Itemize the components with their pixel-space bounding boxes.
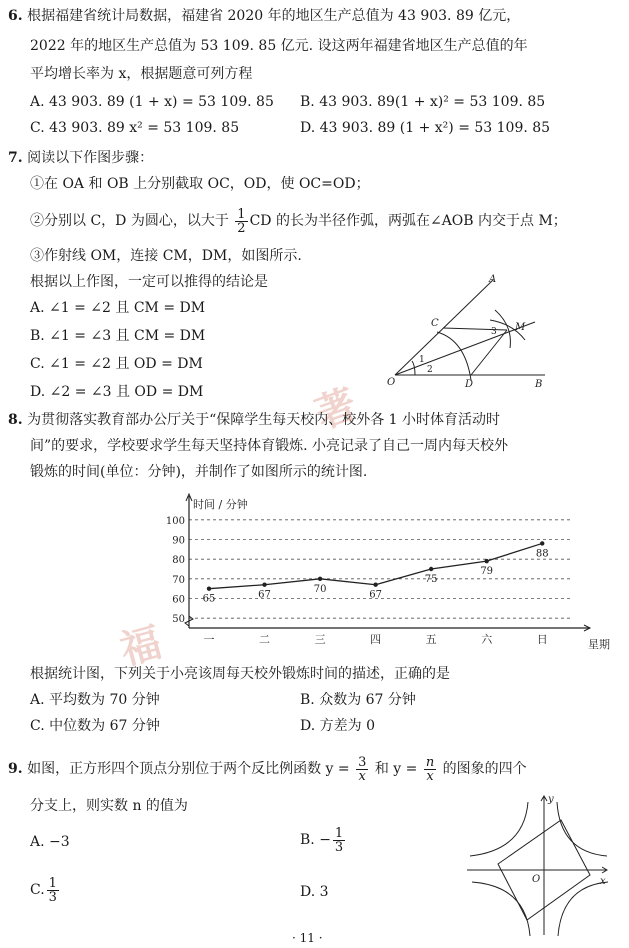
q8-line-chart <box>155 488 615 653</box>
q6-option-d[interactable]: D. 43 903. 89 (1 + x²) = 53 109. 85 <box>300 120 551 136</box>
q6-stem-line-2: 2022 年的地区生产总值为 53 109. 85 亿元. 设这两年福建省地区生产总值的年 <box>30 38 528 54</box>
data-label: 75 <box>424 574 438 585</box>
q7-step-1: ①在 OA 和 OB 上分别截取 OC，OD，使 OC=OD； <box>30 176 370 192</box>
origin-label: O <box>532 874 541 885</box>
hyperbola-branch-q2 <box>470 802 528 856</box>
q8-stem-line-2: 间”的要求，学校要求学生每天坚持体育锻炼. 小亮记录了自己一周内每天校外 <box>30 438 509 454</box>
x-tick-label: 日 <box>536 633 548 646</box>
data-point <box>318 577 322 581</box>
q9-option-b-denominator: 3 <box>334 839 344 855</box>
q7-option-d[interactable]: D. ∠2 = ∠3 且 OD = DM <box>30 384 204 400</box>
q7-half-denominator: 2 <box>237 220 246 236</box>
q9-option-b-fraction <box>333 827 345 854</box>
y-tick-label: 80 <box>172 555 185 567</box>
y-tick-label: 90 <box>172 535 185 547</box>
label-a: A <box>489 274 497 285</box>
label-b: B <box>535 379 543 390</box>
q9-f2-denominator: x <box>426 768 434 784</box>
data-label: 67 <box>369 589 382 601</box>
segment-cm <box>443 328 507 330</box>
hyperbola-branch-q1 <box>557 802 607 856</box>
data-label: 79 <box>480 566 494 578</box>
x-tick-label: 二 <box>259 633 271 646</box>
q8-option-a[interactable]: A. 平均数为 70 分钟 <box>30 692 160 708</box>
q7-number: 7. <box>8 150 23 166</box>
label-c: C <box>431 318 439 329</box>
q7-angle-bisector-figure <box>385 270 565 400</box>
x-tick-label: 四 <box>370 633 382 646</box>
q8-option-c[interactable]: C. 中位数为 67 分钟 <box>30 718 160 734</box>
q9-number: 9. <box>8 761 23 777</box>
q6-stem-1: 根据福建省统计局数据，福建省 2020 年的地区生产总值为 43 903. 89 亿元， <box>27 8 521 24</box>
label-o: O <box>387 377 396 388</box>
q9-stem-part-b: 和 y = <box>374 761 418 777</box>
q9-option-b-numerator: 1 <box>334 825 344 841</box>
x-tick-label: 一 <box>203 633 215 646</box>
q7-step-2 <box>30 206 567 236</box>
q6-stem-line-3: 平均增长率为 x，根据题意可列方程 <box>30 66 253 82</box>
q9-option-b[interactable] <box>300 822 347 858</box>
y-tick-label: 60 <box>172 594 185 606</box>
label-m: M <box>515 322 526 333</box>
q7-option-a[interactable]: A. ∠1 = ∠2 且 CM = DM <box>30 300 206 316</box>
q9-f1-denominator: x <box>358 768 366 784</box>
data-point <box>429 567 433 571</box>
q7-step-2-part-b: CD 的长为半径作弧，两弧在∠AOB 内交于点 M； <box>249 213 567 229</box>
angle-label-1: 1 <box>419 355 425 365</box>
q9-option-c-denominator: 3 <box>48 889 57 905</box>
q9-option-d[interactable]: D. 3 <box>300 884 329 900</box>
q9-option-c-prefix: C. <box>30 882 45 898</box>
q9-option-a[interactable]: A. −3 <box>30 834 70 850</box>
q7-option-b[interactable]: B. ∠1 = ∠3 且 CM = DM <box>30 328 206 344</box>
y-axis-label: 时间 / 分钟 <box>193 498 248 511</box>
data-point <box>484 559 488 563</box>
axis-label-x: x <box>600 876 606 887</box>
data-point <box>373 583 377 587</box>
y-tick-label: 100 <box>165 515 185 527</box>
q7-step-2-part-a: ②分别以 C，D 为圆心，以大于 <box>30 213 229 229</box>
q6-number: 6. <box>8 8 23 24</box>
angle-label-2: 2 <box>427 365 433 375</box>
x-tick-label: 六 <box>481 633 493 646</box>
q7-stem <box>8 148 153 168</box>
segment-dm <box>471 330 507 375</box>
q9-hyperbola-figure <box>462 790 612 940</box>
q9-option-c-numerator: 1 <box>48 875 57 891</box>
q9-stem-part-a: 如图，正方形四个顶点分别位于两个反比例函数 y = <box>27 761 350 777</box>
q8-option-b[interactable]: B. 众数为 67 分钟 <box>300 692 416 708</box>
data-label: 65 <box>202 593 216 605</box>
x-tick-label: 五 <box>425 633 437 646</box>
q7-question: 根据以上作图，一定可以推得的结论是 <box>30 274 268 290</box>
page-number: · 11 · <box>292 931 323 945</box>
q8-question: 根据统计图，下列关于小亮该周每天校外锻炼时间的描述，正确的是 <box>30 666 450 682</box>
x-tick-label: 三 <box>314 633 326 646</box>
watermark-char-1: 福 <box>115 618 167 675</box>
axis-label-y: y <box>548 794 554 805</box>
q8-option-d[interactable]: D. 方差为 0 <box>300 718 375 734</box>
q7-option-c[interactable]: C. ∠1 = ∠2 且 OD = DM <box>30 356 203 372</box>
q6-stem-line-1 <box>8 6 520 26</box>
q9-option-c-fraction <box>47 877 59 904</box>
q7-half-fraction <box>235 208 247 235</box>
q6-option-a[interactable]: A. 43 903. 89 (1 + x) = 53 109. 85 <box>30 94 274 110</box>
q9-option-c[interactable] <box>30 872 61 908</box>
data-point <box>262 583 266 587</box>
q9-f1-numerator: 3 <box>358 754 367 770</box>
ray-oa <box>395 280 493 375</box>
q9-fraction-3-over-x <box>356 756 368 783</box>
hyperbola-branch-q4 <box>558 882 608 936</box>
y-tick-label: 70 <box>172 574 185 586</box>
q9-stem-line-1 <box>8 752 527 786</box>
q7-step-3: ③作射线 OM，连接 CM，DM，如图所示. <box>30 248 302 264</box>
data-point <box>207 586 211 590</box>
data-point <box>540 541 544 545</box>
q8-number: 8. <box>8 412 23 428</box>
x-axis-label: 星期 <box>588 638 610 651</box>
data-label: 88 <box>535 548 549 560</box>
q8-stem-line-1 <box>8 410 500 430</box>
data-label: 70 <box>313 583 327 595</box>
q8-stem-line-3: 锻炼的时间(单位：分钟)，并制作了如图所示的统计图. <box>30 464 368 480</box>
q7-stem-text: 阅读以下作图步骤： <box>27 150 154 166</box>
angle-label-3: 3 <box>491 327 497 337</box>
arc-cd <box>437 332 471 380</box>
q9-stem-part-c: 的图象的四个 <box>442 761 527 777</box>
q7-half-numerator: 1 <box>237 206 246 222</box>
q9-f2-numerator: n <box>425 754 435 770</box>
q6-option-c[interactable]: C. 43 903. 89 x² = 53 109. 85 <box>30 120 240 136</box>
q8-stem-1: 为贯彻落实教育部办公厅关于“保障学生每天校内、校外各 1 小时体育活动时 <box>27 412 501 428</box>
q6-option-b[interactable]: B. 43 903. 89(1 + x)² = 53 109. 85 <box>300 94 546 110</box>
watermark-char-2: 著 <box>309 380 363 439</box>
data-label: 67 <box>258 589 271 601</box>
y-tick-label: 50 <box>172 614 185 626</box>
label-d: D <box>465 379 474 390</box>
q9-fraction-n-over-x <box>424 756 436 783</box>
q9-stem-line-2: 分支上，则实数 n 的值为 <box>30 798 188 814</box>
q9-option-b-prefix: B. − <box>300 832 331 848</box>
